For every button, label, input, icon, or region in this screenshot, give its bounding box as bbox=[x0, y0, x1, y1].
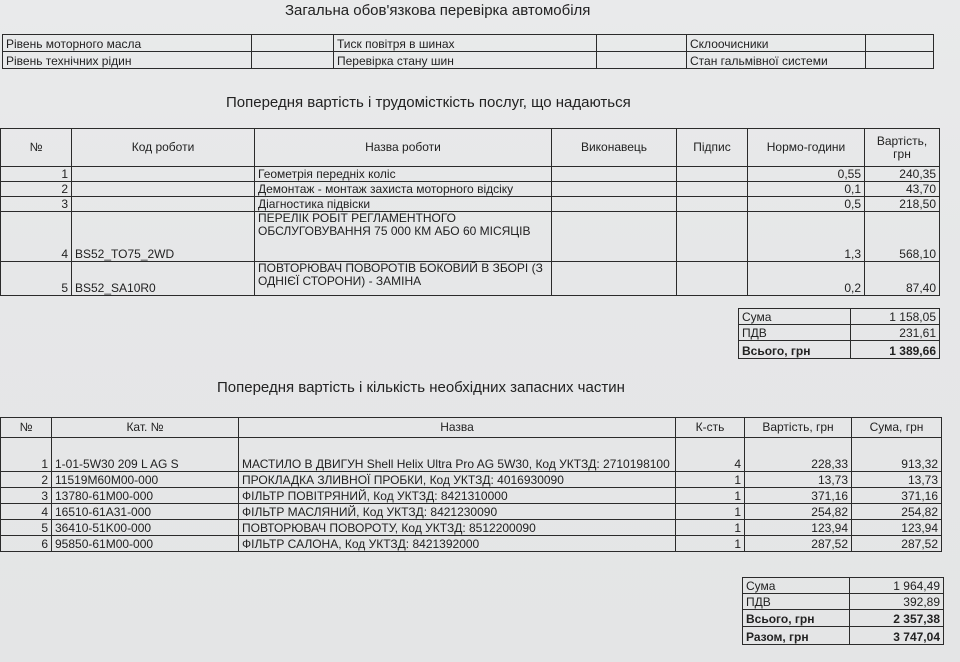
catalog-number: 95850-61M00-000 bbox=[52, 536, 239, 552]
table-row bbox=[1, 167, 940, 182]
check-label: Склоочисники bbox=[687, 35, 866, 52]
line-sum: 371,16 bbox=[852, 488, 942, 504]
executor bbox=[552, 212, 677, 262]
col-header: К-сть bbox=[676, 418, 745, 438]
executor bbox=[552, 262, 677, 296]
row-number: 4 bbox=[1, 212, 72, 262]
unit-price: 13,73 bbox=[745, 472, 852, 488]
table-row bbox=[1, 262, 940, 296]
work-name: Діагностика підвіски bbox=[255, 197, 552, 212]
table-row bbox=[1, 197, 940, 212]
document-title: Загальна обов'язкова перевірка автомобіля bbox=[285, 2, 591, 19]
total-label: Всього, грн bbox=[743, 610, 850, 627]
total-label: Всього, грн bbox=[739, 341, 851, 359]
table-row bbox=[1, 488, 942, 504]
services-table bbox=[0, 128, 940, 296]
work-code bbox=[72, 182, 255, 197]
unit-price: 254,82 bbox=[745, 504, 852, 520]
line-sum: 13,73 bbox=[852, 472, 942, 488]
row-number: 3 bbox=[1, 488, 52, 504]
unit-price: 287,52 bbox=[745, 536, 852, 552]
signature bbox=[677, 197, 748, 212]
col-header: Код роботи bbox=[72, 129, 255, 167]
part-name: ФІЛЬТР МАСЛЯНИЙ, Код УКТЗД: 8421230090 bbox=[239, 504, 676, 520]
executor bbox=[552, 167, 677, 182]
unit-price: 371,16 bbox=[745, 488, 852, 504]
total-label: ПДВ bbox=[739, 325, 851, 341]
col-header: Вартість, грн bbox=[745, 418, 852, 438]
row-number: 5 bbox=[1, 262, 72, 296]
part-name: МАСТИЛО В ДВИГУН Shell Helix Ultra Pro AG 5W30, Код УКТЗД: 2710198100 bbox=[239, 438, 676, 472]
total-label: Сума bbox=[743, 578, 850, 594]
part-name: ПОВТОРЮВАЧ ПОВОРОТУ, Код УКТЗД: 8512200090 bbox=[239, 520, 676, 536]
line-sum: 254,82 bbox=[852, 504, 942, 520]
norm-hours: 1,3 bbox=[748, 212, 865, 262]
part-name: ПРОКЛАДКА ЗЛИВНОЇ ПРОБКИ, Код УКТЗД: 4016930090 bbox=[239, 472, 676, 488]
signature bbox=[677, 182, 748, 197]
row-number: 2 bbox=[1, 472, 52, 488]
total-value: 392,89 bbox=[850, 594, 944, 610]
check-value bbox=[866, 52, 934, 69]
row-number: 3 bbox=[1, 197, 72, 212]
part-name: ФІЛЬТР САЛОНА, Код УКТЗД: 8421392000 bbox=[239, 536, 676, 552]
work-cost: 568,10 bbox=[865, 212, 940, 262]
work-code bbox=[72, 167, 255, 182]
check-label: Стан гальмівної системи bbox=[687, 52, 866, 69]
check-label: Рівень моторного масла bbox=[3, 35, 252, 52]
row-number: 4 bbox=[1, 504, 52, 520]
row-number: 1 bbox=[1, 438, 52, 472]
table-row bbox=[1, 520, 942, 536]
grand-total-label: Разом, грн bbox=[743, 627, 850, 645]
line-sum: 287,52 bbox=[852, 536, 942, 552]
check-value bbox=[252, 35, 334, 52]
table-row bbox=[1, 536, 942, 552]
check-label: Рівень технічних рідин bbox=[3, 52, 252, 69]
quantity: 1 bbox=[676, 488, 745, 504]
row-number: 5 bbox=[1, 520, 52, 536]
total-value: 2 357,38 bbox=[850, 610, 944, 627]
parts-title: Попередня вартість і кількість необхідних запасних частин bbox=[217, 379, 625, 396]
work-name: ПЕРЕЛІК РОБІТ РЕГЛАМЕНТНОГО ОБСЛУГОВУВАННЯ 75 000 КМ АБО 60 МІСЯЦІВ bbox=[255, 212, 552, 262]
check-value bbox=[597, 35, 687, 52]
col-header: Кат. № bbox=[52, 418, 239, 438]
quantity: 1 bbox=[676, 536, 745, 552]
signature bbox=[677, 262, 748, 296]
quantity: 1 bbox=[676, 520, 745, 536]
quantity: 4 bbox=[676, 438, 745, 472]
norm-hours: 0,55 bbox=[748, 167, 865, 182]
quantity: 1 bbox=[676, 472, 745, 488]
unit-price: 123,94 bbox=[745, 520, 852, 536]
services-totals bbox=[738, 308, 940, 359]
check-value bbox=[252, 52, 334, 69]
signature bbox=[677, 167, 748, 182]
work-name: ПОВТОРЮВАЧ ПОВОРОТІВ БОКОВИЙ В ЗБОРІ (З ОДНІЄЇ СТОРОНИ) - ЗАМІНА bbox=[255, 262, 552, 296]
col-header: Вартість, грн bbox=[865, 129, 940, 167]
catalog-number: 13780-61M00-000 bbox=[52, 488, 239, 504]
work-code: BS52_SA10R0 bbox=[72, 262, 255, 296]
work-name: Геометрія передніх коліс bbox=[255, 167, 552, 182]
table-row bbox=[1, 472, 942, 488]
col-header: Виконавець bbox=[552, 129, 677, 167]
services-title: Попередня вартість і трудомісткість послуг, що надаються bbox=[226, 94, 631, 111]
table-row bbox=[1, 212, 940, 262]
table-row bbox=[1, 182, 940, 197]
grand-total-value: 3 747,04 bbox=[850, 627, 944, 645]
catalog-number: 36410-51K00-000 bbox=[52, 520, 239, 536]
norm-hours: 0,1 bbox=[748, 182, 865, 197]
part-name: ФІЛЬТР ПОВІТРЯНИЙ, Код УКТЗД: 8421310000 bbox=[239, 488, 676, 504]
check-value bbox=[597, 52, 687, 69]
executor bbox=[552, 197, 677, 212]
work-name: Демонтаж - монтаж захиста моторного відсіку bbox=[255, 182, 552, 197]
col-header: № bbox=[1, 129, 72, 167]
row-number: 2 bbox=[1, 182, 72, 197]
total-value: 1 158,05 bbox=[851, 309, 940, 325]
col-header: Назва bbox=[239, 418, 676, 438]
line-sum: 913,32 bbox=[852, 438, 942, 472]
general-check-table bbox=[2, 34, 934, 69]
work-cost: 87,40 bbox=[865, 262, 940, 296]
quantity: 1 bbox=[676, 504, 745, 520]
table-row bbox=[1, 504, 942, 520]
parts-totals bbox=[742, 577, 944, 645]
col-header: Сума, грн bbox=[852, 418, 942, 438]
unit-price: 228,33 bbox=[745, 438, 852, 472]
total-value: 1 389,66 bbox=[851, 341, 940, 359]
row-number: 1 bbox=[1, 167, 72, 182]
row-number: 6 bbox=[1, 536, 52, 552]
total-value: 1 964,49 bbox=[850, 578, 944, 594]
col-header: Нормо-години bbox=[748, 129, 865, 167]
work-cost: 43,70 bbox=[865, 182, 940, 197]
check-value bbox=[866, 35, 934, 52]
line-sum: 123,94 bbox=[852, 520, 942, 536]
catalog-number: 1-01-5W30 209 L AG S bbox=[52, 438, 239, 472]
work-cost: 240,35 bbox=[865, 167, 940, 182]
catalog-number: 11519M60M00-000 bbox=[52, 472, 239, 488]
executor bbox=[552, 182, 677, 197]
work-cost: 218,50 bbox=[865, 197, 940, 212]
signature bbox=[677, 212, 748, 262]
col-header: № bbox=[1, 418, 52, 438]
col-header: Назва роботи bbox=[255, 129, 552, 167]
check-label: Тиск повітря в шинах bbox=[334, 35, 597, 52]
catalog-number: 16510-61A31-000 bbox=[52, 504, 239, 520]
col-header: Підпис bbox=[677, 129, 748, 167]
work-code bbox=[72, 197, 255, 212]
table-row bbox=[1, 438, 942, 472]
norm-hours: 0,2 bbox=[748, 262, 865, 296]
norm-hours: 0,5 bbox=[748, 197, 865, 212]
total-label: Сума bbox=[739, 309, 851, 325]
parts-table bbox=[0, 417, 942, 552]
check-label: Перевірка стану шин bbox=[334, 52, 597, 69]
total-label: ПДВ bbox=[743, 594, 850, 610]
total-value: 231,61 bbox=[851, 325, 940, 341]
work-code: BS52_TO75_2WD bbox=[72, 212, 255, 262]
